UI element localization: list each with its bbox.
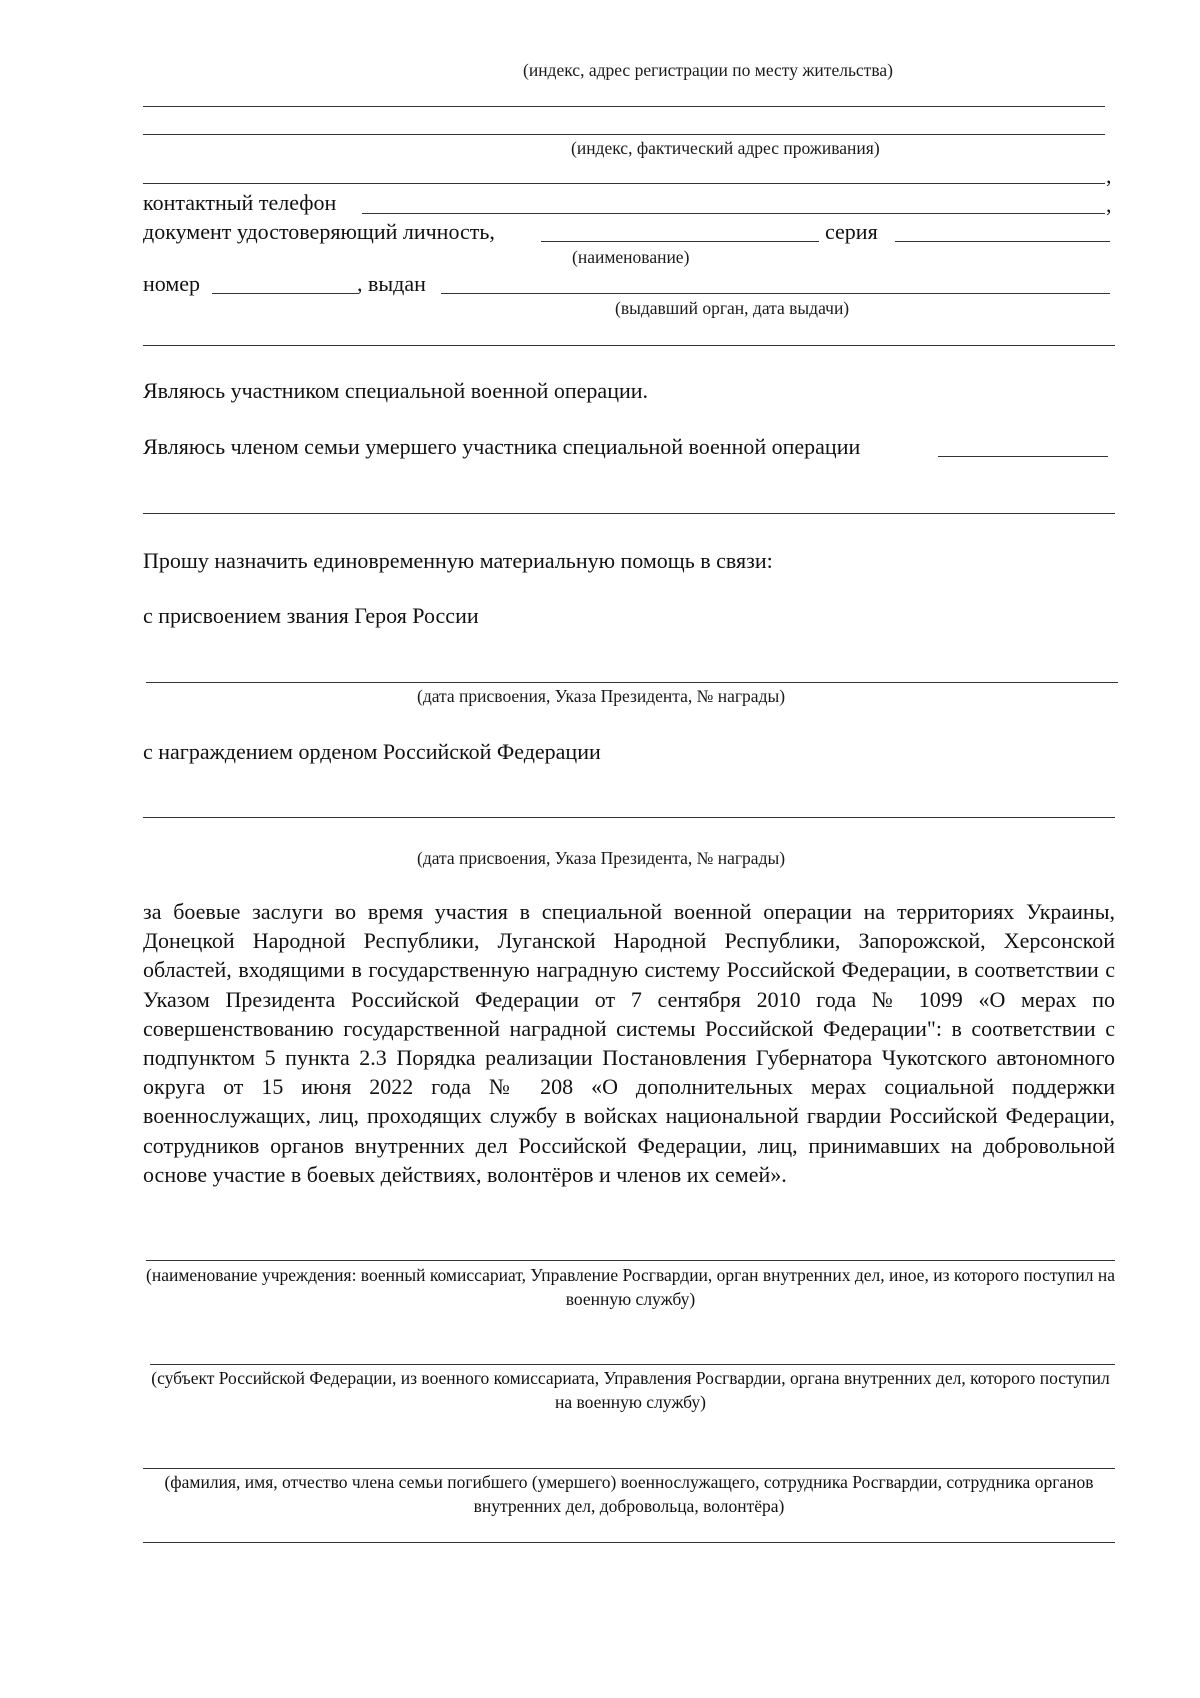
registration-address-line-2[interactable] <box>143 134 1105 135</box>
identity-document-label: документ удостоверяющий личность, <box>143 219 495 244</box>
caption-order-award-details: (дата присвоения, Указа Президента, № награды) <box>417 848 786 868</box>
actual-address-line[interactable] <box>143 183 1105 184</box>
caption-federal-subject: (субъект Российской Федерации, из военного комиссариата, Управления Росгвардии, органа внутренних дел, которого поступил на военную службу) <box>151 1368 1110 1412</box>
caption-document-name: (наименование) <box>572 247 690 267</box>
institution-line[interactable] <box>146 1260 1115 1261</box>
statement-order-award: с награждением орденом Российской Федерации <box>143 739 601 764</box>
caption-actual-address: (индекс, фактический адрес проживания) <box>571 138 880 158</box>
main-paragraph: за боевые заслуги во время участия в специальной военной операции на территориях Украины, Донецкой Народной Республики, Луганской Народной Республики, Запорожской, Херсонской областей, входящими в государственную наградную систему Российской Федерации, в соответствии с Указом Президента Российской Федерации от 7 сентября 2010 года № 1099 «О мерах по совершенствованию государственной наградной системы Российской Федерации": в соответствии с подпунктом 5 пункта 2.3 Порядка реализации Постановления Губернатора Чукотского автономного округа от 15 июня 2022 года № 208 «О дополнительных мерах социальной поддержки военнослужащих, лиц, проходящих службу в войсках национальной гвардии Российской Федерации, сотрудников органов внутренних дел Российской Федерации, лиц, принимавших на добровольной основе участие в боевых действиях, волонтёров и членов их семей». <box>143 899 1115 1187</box>
identity-document-name-field[interactable] <box>541 241 819 242</box>
contact-phone-field[interactable] <box>362 213 1105 214</box>
actual-address-comma: , <box>1106 163 1112 188</box>
family-member-name-line[interactable] <box>143 1468 1115 1469</box>
family-member-field[interactable] <box>938 456 1108 457</box>
caption-institution: (наименование учреждения: военный комиссариат, Управление Росгвардии, орган внутренних дел, иное, из которого поступил на военную службу) <box>146 1265 1115 1309</box>
family-member-name-line-2[interactable] <box>143 1542 1115 1543</box>
caption-registration-address: (индекс, адрес регистрации по месту жительства) <box>523 60 893 80</box>
contact-phone-comma: , <box>1106 192 1112 217</box>
series-field[interactable] <box>895 241 1110 242</box>
contact-phone-label: контактный телефон <box>143 190 337 215</box>
statement-svo-participant: Являюсь участником специальной военной операции. <box>143 378 649 403</box>
registration-address-line-1[interactable] <box>143 106 1105 107</box>
issued-by-field[interactable] <box>441 293 1110 294</box>
series-label: серия <box>825 219 878 244</box>
caption-issuing-authority: (выдавший орган, дата выдачи) <box>615 298 850 318</box>
statement-hero-title: с присвоением звания Героя России <box>143 603 479 628</box>
statement-request: Прошу назначить единовременную материальную помощь в связи: <box>143 548 773 573</box>
family-member-line-2[interactable] <box>143 513 1115 514</box>
number-label: номер <box>143 271 201 296</box>
federal-subject-line[interactable] <box>150 1364 1115 1365</box>
statement-family-member: Являюсь членом семьи умершего участника специальной военной операции <box>143 434 861 459</box>
order-award-details-line[interactable] <box>143 817 1115 818</box>
issued-by-label: , выдан <box>357 271 426 296</box>
caption-family-member-name: (фамилия, имя, отчество члена семьи погибшего (умершего) военнослужащего, сотрудника Росгвардии, сотрудника органов внутренних дел, добровольца, волонтёра) <box>164 1472 1094 1516</box>
caption-hero-award-details: (дата присвоения, Указа Президента, № награды) <box>417 686 786 706</box>
issued-by-line-2[interactable] <box>143 345 1115 346</box>
hero-award-details-line[interactable] <box>146 682 1118 683</box>
number-field[interactable] <box>212 293 358 294</box>
